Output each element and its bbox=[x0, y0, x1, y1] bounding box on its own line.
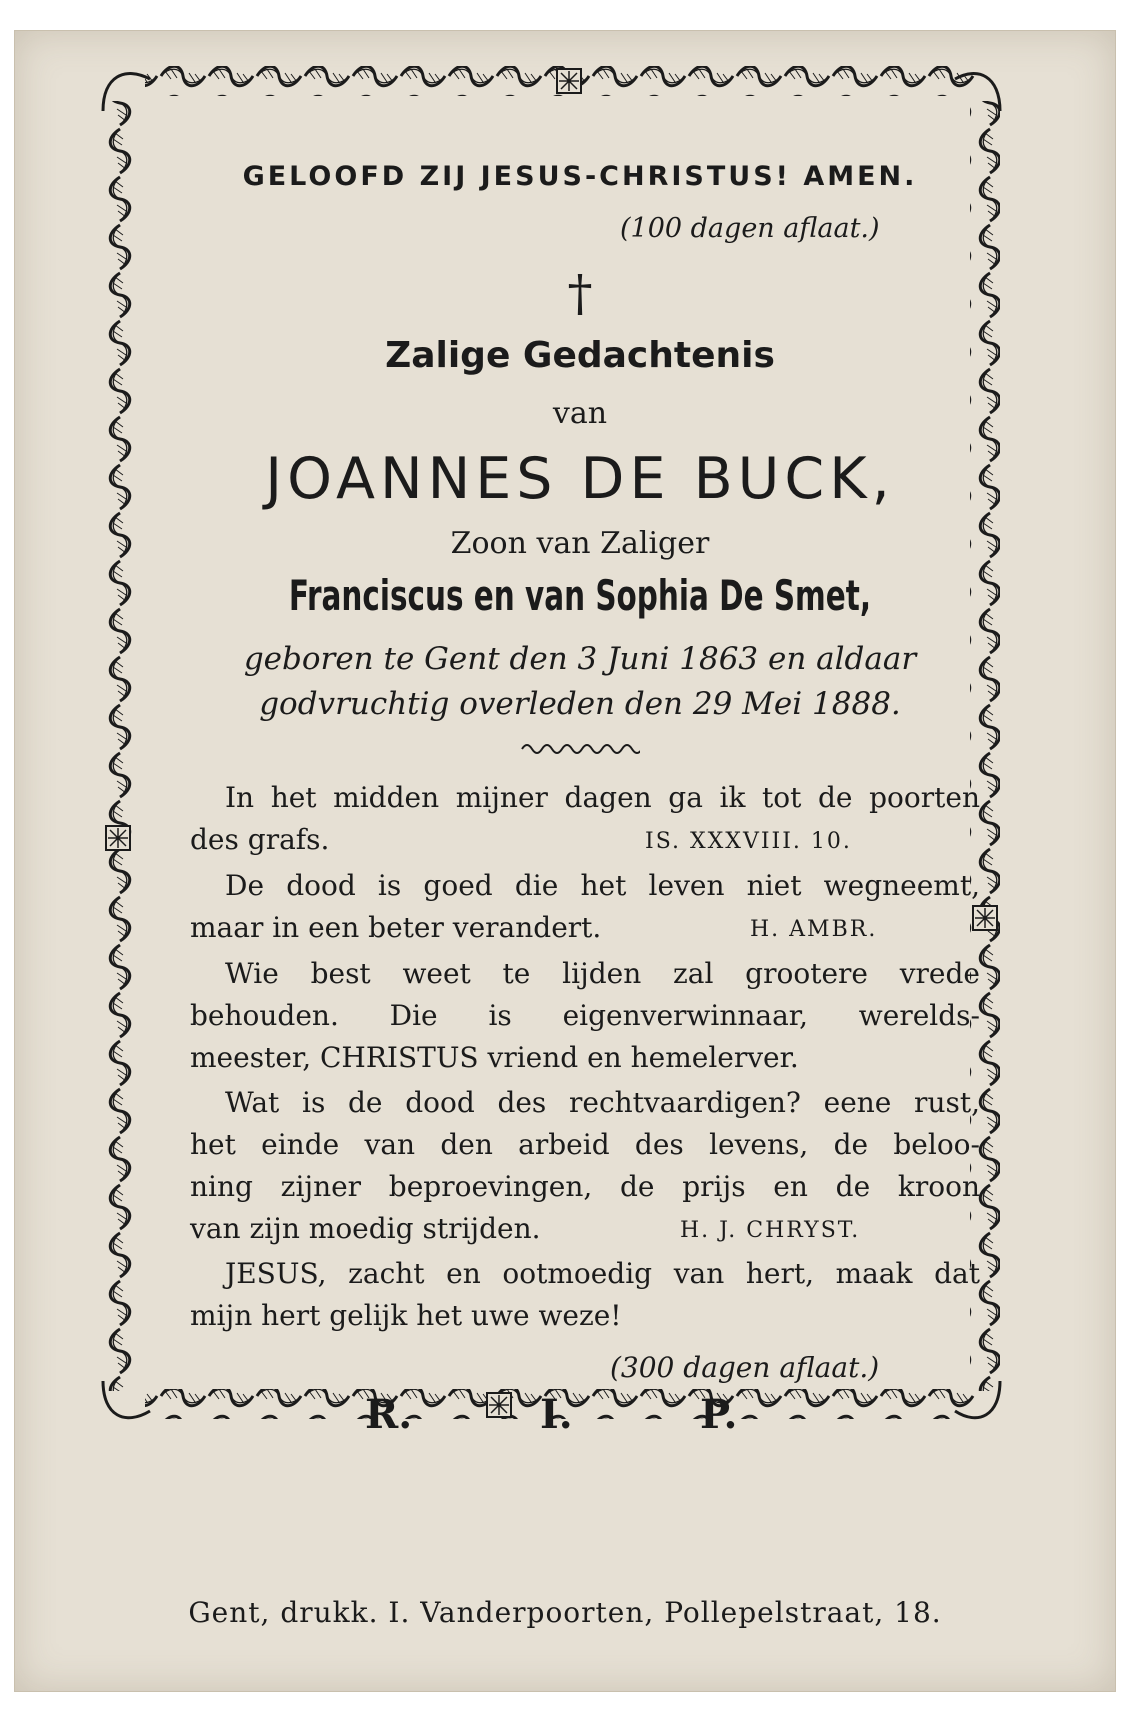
quote-line: De dood is goed die het leven niet wegneemt, bbox=[225, 869, 980, 902]
quote-reference: H. J. CHRYST. bbox=[680, 1218, 861, 1243]
quote-line: ning zijner beproevingen, de prijs en de kroon bbox=[190, 1170, 980, 1203]
squiggle-divider bbox=[520, 741, 640, 757]
memorial-title: Zalige Gedachtenis bbox=[385, 335, 775, 376]
quote-line: maar in een beter verandert. bbox=[190, 911, 602, 944]
rip-letter-r: R. bbox=[365, 1391, 413, 1438]
rosette-ornament bbox=[106, 826, 130, 850]
quote-line: des grafs. bbox=[190, 823, 330, 856]
quote-line: mijn hert gelijk het uwe weze! bbox=[190, 1299, 622, 1332]
card-content bbox=[170, 141, 990, 1541]
quote-line: behouden. Die is eigenverwinnaar, werelds- bbox=[190, 999, 980, 1032]
quote-line: Wat is de dood des rechtvaardigen? eene rust, bbox=[225, 1086, 980, 1119]
prayer-header: GELOOFD ZIJ JESUS-CHRISTUS! AMEN. bbox=[242, 161, 918, 192]
birth-line: geboren te Gent den 3 Juni 1863 en aldaar bbox=[243, 641, 917, 677]
quote-line: JESUS, zacht en ootmoedig van hert, maak dat bbox=[225, 1257, 980, 1290]
quote-line: het einde van den arbeid des levens, de beloo- bbox=[190, 1128, 980, 1161]
deceased-name: JOANNES DE BUCK, bbox=[265, 446, 895, 512]
memorial-card bbox=[14, 30, 1116, 1692]
quote-line: Wie best weet te lijden zal grootere vrede bbox=[225, 957, 980, 990]
quote-reference: IS. XXXVIII. 10. bbox=[645, 829, 852, 854]
indulgence-note-top: (100 dagen aflaat.) bbox=[620, 213, 880, 244]
death-line: godvruchtig overleden den 29 Mei 1888. bbox=[259, 686, 901, 722]
quote-line: In het midden mijner dagen ga ik tot de poorten bbox=[225, 781, 980, 814]
indulgence-note-bottom: (300 dagen aflaat.) bbox=[610, 1351, 880, 1384]
son-of-label: Zoon van Zaliger bbox=[450, 526, 710, 561]
rip-letter-p: P. bbox=[700, 1391, 738, 1438]
cross-icon: † bbox=[567, 264, 593, 322]
printer-imprint: Gent, drukk. I. Vanderpoorten, Pollepelstraat, 18. bbox=[188, 1596, 942, 1629]
quote-line: van zijn moedig strijden. bbox=[190, 1212, 541, 1245]
van-label: van bbox=[552, 396, 608, 431]
rosette-ornament bbox=[557, 69, 581, 93]
parents-names: Franciscus en van Sophia De Smet, bbox=[288, 571, 872, 620]
quote-line: meester, CHRISTUS vriend en hemelerver. bbox=[190, 1041, 799, 1074]
quote-reference: H. AMBR. bbox=[750, 917, 878, 942]
rip-letter-i: I. bbox=[540, 1391, 573, 1438]
